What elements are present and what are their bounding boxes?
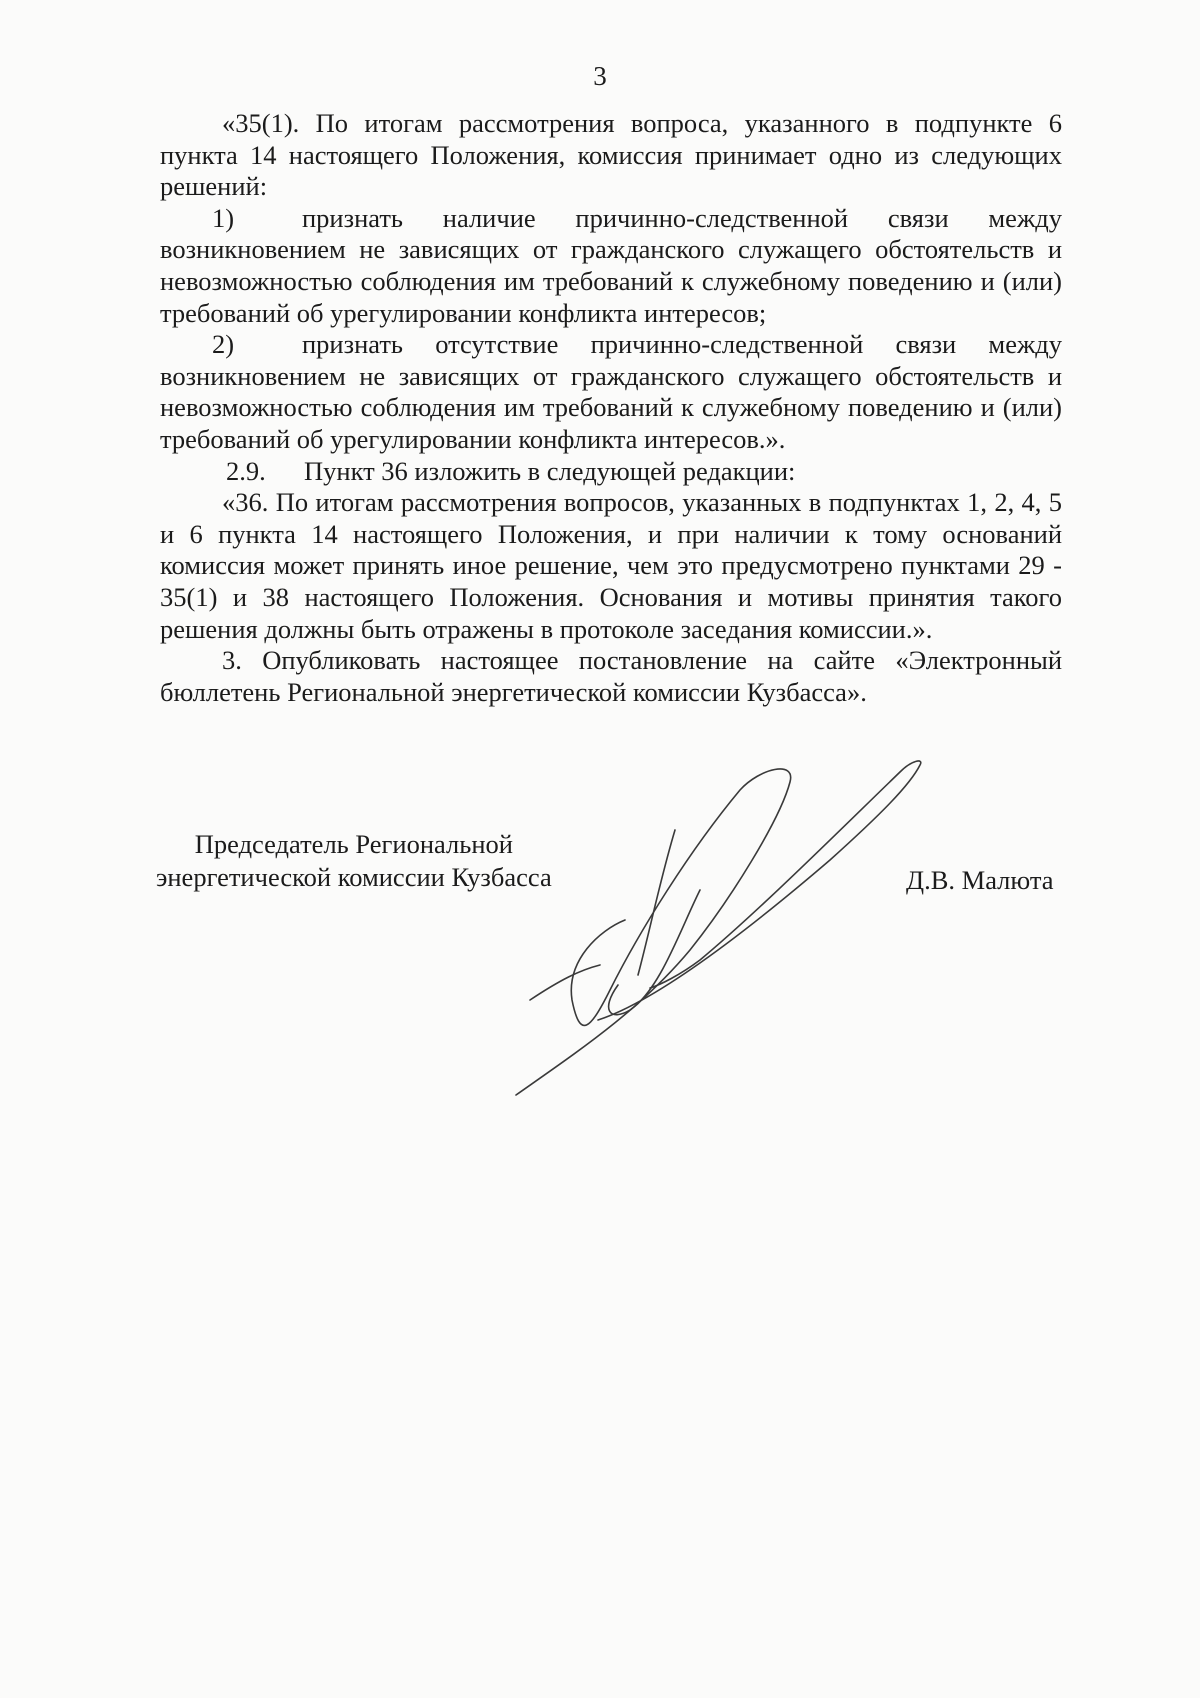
signature-stroke-inner-loop	[609, 890, 700, 1015]
paragraph-36: «36. По итогам рассмотрения вопросов, указанных в подпунктах 1, 2, 4, 5 и 6 пункта 14 настоящего Положения, и при наличии к тому оснований комиссия может принять иное решение, чем это предусмотрено пунктами 29 - 35(1) и 38 настоящего Положения. Основания и мотивы принятия такого решения должны быть отражены в протоколе заседания комиссии.».	[160, 487, 1062, 644]
signer-name: Д.В. Малюта	[906, 865, 1054, 895]
signature-stroke-tail	[530, 965, 600, 1000]
list-item-1	[160, 203, 1062, 329]
signature-stroke-main-loop	[516, 769, 791, 1095]
handwritten-signature	[500, 760, 960, 1100]
page-number: 3	[593, 61, 607, 91]
paragraph-35-1: «35(1). По итогам рассмотрения вопроса, указанного в подпункте 6 пункта 14 настоящего Положения, комиссия принимает одно из следующих решений:	[160, 108, 1062, 202]
signature-stroke-vertical	[638, 830, 675, 975]
list-item-1-number: 1)	[212, 202, 235, 233]
paragraph-3-publish: 3. Опубликовать настоящее постановление на сайте «Электронный бюллетень Региональной энергетической комиссии Кузбасса».	[160, 645, 1062, 707]
list-item-2-text: признать отсутствие причинно-следственной связи между возникновением не зависящих от гражданского служащего обстоятельств и невозможностью соблюдения им требований к служебному поведению и (или) требований об урегулировании конфликта интересов.».	[160, 329, 1062, 454]
document-body	[160, 108, 1062, 708]
list-item-2-number: 2)	[212, 329, 235, 360]
clause-2-9	[160, 456, 1062, 488]
clause-2-9-number: 2.9.	[226, 455, 266, 486]
signer-position-line-1: Председатель Региональной	[194, 829, 513, 859]
signer-position-line-2: энергетической комиссии Кузбасса	[156, 862, 552, 892]
signer-position	[156, 828, 552, 894]
clause-2-9-text: Пункт 36 изложить в следующей редакции:	[304, 455, 796, 486]
list-item-1-text: признать наличие причинно-следственной связи между возникновением не зависящих от гражданского служащего обстоятельств и невозможностью соблюдения им требований к служебному поведению и (или) требований об урегулировании конфликта интересов;	[160, 202, 1062, 328]
signature-stroke-long-flourish	[598, 761, 921, 1020]
list-item-2	[160, 329, 1062, 455]
